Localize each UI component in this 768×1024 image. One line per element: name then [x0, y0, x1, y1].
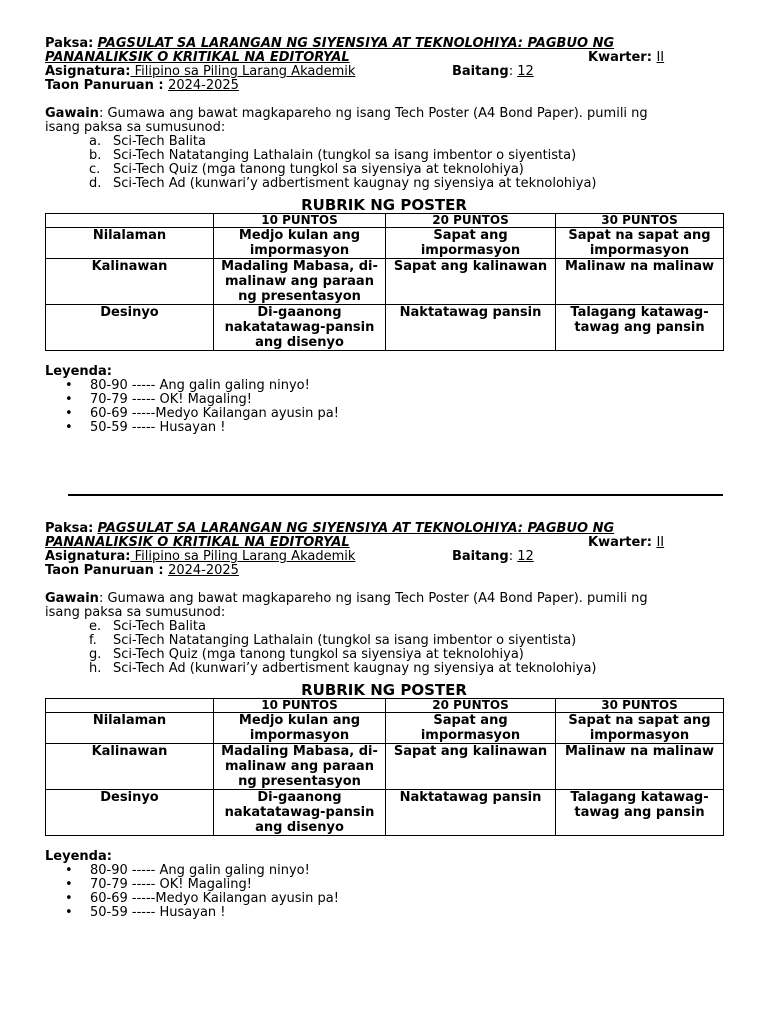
gawain-label: Gawain [45, 106, 99, 121]
gawain-line-1 [45, 107, 725, 121]
paksa-line-1 [45, 37, 725, 51]
kwarter-value: II [656, 50, 665, 65]
gawain-line-1 [45, 592, 725, 606]
list-item: • 70-79 ----- OK! Magaling! [65, 877, 252, 892]
asignatura-value: Filipino sa Piling Larang Akademik [130, 64, 356, 79]
paksa-line-1 [45, 522, 725, 536]
table-row: Kalinawan Madaling Mabasa, di-malinaw ang paraan ng presentasyon Sapat ang kalinawan Malinaw na malinaw [46, 259, 724, 305]
paksa-value-2: PANANALIKSIK O KRITIKAL NA EDITORYAL [45, 535, 350, 550]
list-item: • 50-59 ----- Husayan ! [65, 420, 226, 435]
list-item: c. Sci-Tech Quiz (mga tanong tungkol sa siyensiya at teknolohiya) [89, 162, 524, 177]
list-item: f. Sci-Tech Natatanging Lathalain (tungkol sa isang imbentor o siyentista) [89, 633, 577, 648]
baitang-sep: : [508, 549, 518, 564]
list-item: g. Sci-Tech Quiz (mga tanong tungkol sa siyensiya at teknolohiya) [89, 647, 524, 662]
taon-line [45, 564, 725, 578]
asignatura-label: Asignatura: [45, 64, 131, 79]
taon-label: Taon Panuruan : [45, 563, 169, 578]
list-item: • 60-69 -----Medyo Kailangan ayusin pa! [65, 891, 339, 906]
paksa-line-2 [45, 51, 725, 65]
paksa-value-1: PAGSULAT SA LARANGAN NG SIYENSIYA AT TEKNOLOHIYA: PAGBUO NG [97, 36, 615, 51]
kwarter-value: II [656, 535, 665, 550]
worksheet-block-2 [45, 522, 725, 920]
legend-list [45, 864, 725, 920]
asignatura-line [45, 65, 725, 79]
list-item: • 80-90 ----- Ang galin galing ninyo! [65, 378, 310, 393]
rubric-title: RUBRIK NG POSTER [301, 196, 467, 214]
list-item: • 60-69 -----Medyo Kailangan ayusin pa! [65, 406, 339, 421]
baitang-value: 12 [517, 549, 534, 564]
gawain-text-1: : Gumawa ang bawat magkapareho ng isang Tech Poster (A4 Bond Paper). pumili ng [98, 591, 648, 606]
legend-title: Leyenda: [45, 364, 112, 379]
gawain-text-1: : Gumawa ang bawat magkapareho ng isang Tech Poster (A4 Bond Paper). pumili ng [98, 106, 648, 121]
rubric-table [45, 213, 724, 351]
kwarter [588, 536, 664, 550]
list-item: a. Sci-Tech Balita [89, 134, 206, 149]
gawain-text-2: isang paksa sa sumusunod: [45, 605, 226, 620]
baitang-sep: : [508, 64, 518, 79]
asignatura-value: Filipino sa Piling Larang Akademik [130, 549, 356, 564]
gawain-text-2: isang paksa sa sumusunod: [45, 120, 226, 135]
list-item: b. Sci-Tech Natatanging Lathalain (tungkol sa isang imbentor o siyentista) [89, 148, 577, 163]
cut-divider [68, 494, 723, 496]
baitang-label: Baitang [452, 549, 509, 564]
gawain-line-2 [45, 121, 725, 135]
rubric-table [45, 698, 724, 836]
kwarter-label: Kwarter: [588, 535, 652, 550]
gawain-line-2 [45, 606, 725, 620]
list-item: h. Sci-Tech Ad (kunwari’y adbertisment kaugnay ng siyensiya at teknolohiya) [89, 661, 597, 676]
kwarter [588, 51, 664, 65]
table-row: Kalinawan Madaling Mabasa, di-malinaw ang paraan ng presentasyon Sapat ang kalinawan Malinaw na malinaw [46, 744, 724, 790]
baitang [452, 65, 534, 79]
paksa-label: Paksa: [45, 36, 94, 51]
table-row: Desinyo Di-gaanong nakatatawag-pansin ang disenyo Naktatawag pansin Talagang katawag-tawag ang pansin [46, 305, 724, 351]
paksa-value-1: PAGSULAT SA LARANGAN NG SIYENSIYA AT TEKNOLOHIYA: PAGBUO NG [97, 521, 615, 536]
table-header-row: 10 PUNTOS 20 PUNTOS 30 PUNTOS [46, 214, 724, 228]
legend-title: Leyenda: [45, 849, 112, 864]
rubric-title: RUBRIK NG POSTER [301, 681, 467, 699]
list-item: • 50-59 ----- Husayan ! [65, 905, 226, 920]
table-row: Desinyo Di-gaanong nakatatawag-pansin ang disenyo Naktatawag pansin Talagang katawag-tawag ang pansin [46, 790, 724, 836]
task-list [45, 135, 725, 191]
kwarter-label: Kwarter: [588, 50, 652, 65]
asignatura-line [45, 550, 725, 564]
paksa-label: Paksa: [45, 521, 94, 536]
taon-value: 2024-2025 [168, 78, 239, 93]
worksheet-block-1 [45, 37, 725, 435]
baitang-label: Baitang [452, 64, 509, 79]
baitang-value: 12 [517, 64, 534, 79]
taon-value: 2024-2025 [168, 563, 239, 578]
list-item: d. Sci-Tech Ad (kunwari’y adbertisment kaugnay ng siyensiya at teknolohiya) [89, 176, 597, 191]
taon-line [45, 79, 725, 93]
table-row: Nilalaman Medjo kulan ang impormasyon Sapat ang impormasyon Sapat na sapat ang impormasyon [46, 228, 724, 259]
taon-label: Taon Panuruan : [45, 78, 169, 93]
list-item: • 80-90 ----- Ang galin galing ninyo! [65, 863, 310, 878]
baitang [452, 550, 534, 564]
list-item: e. Sci-Tech Balita [89, 619, 206, 634]
paksa-line-2 [45, 536, 725, 550]
legend-list [45, 379, 725, 435]
table-row: Nilalaman Medjo kulan ang impormasyon Sapat ang impormasyon Sapat na sapat ang impormasyon [46, 713, 724, 744]
paksa-value-2: PANANALIKSIK O KRITIKAL NA EDITORYAL [45, 50, 350, 65]
task-list [45, 620, 725, 676]
gawain-label: Gawain [45, 591, 99, 606]
asignatura-label: Asignatura: [45, 549, 131, 564]
list-item: • 70-79 ----- OK! Magaling! [65, 392, 252, 407]
table-header-row: 10 PUNTOS 20 PUNTOS 30 PUNTOS [46, 699, 724, 713]
